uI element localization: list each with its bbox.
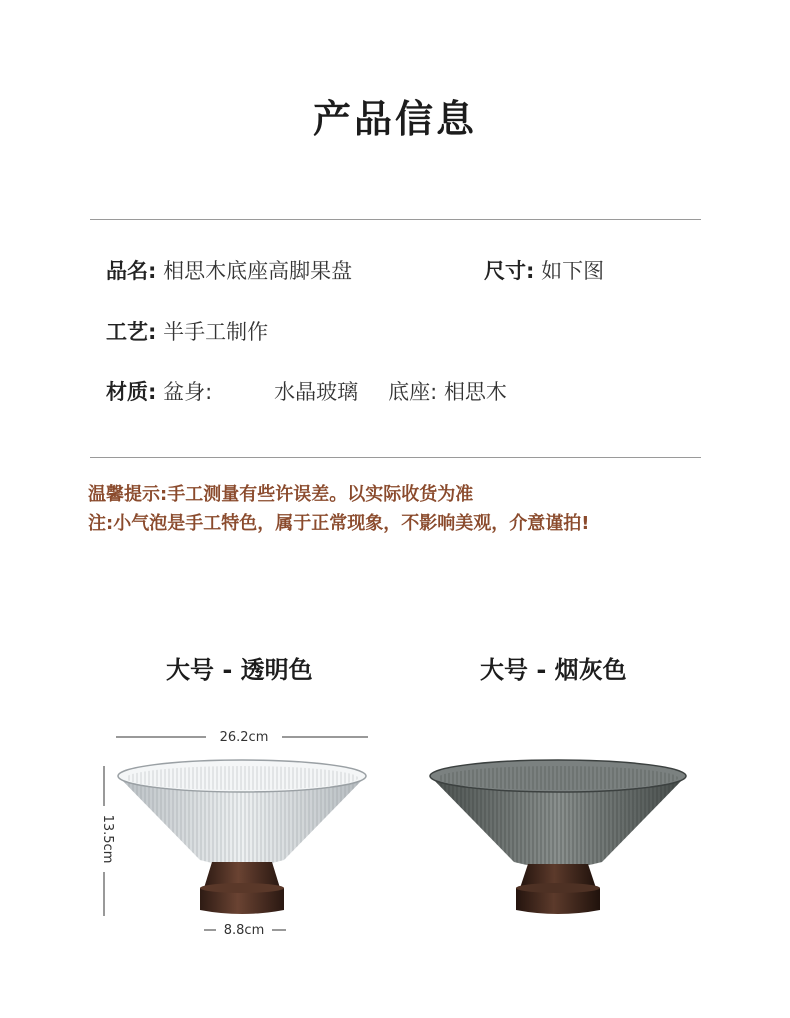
page-title: 产品信息: [312, 97, 477, 141]
material-bowl-value: 水晶玻璃: [274, 380, 359, 404]
product-name-value: 相思木底座高脚果盘: [163, 259, 353, 283]
craft-label: 工艺:: [106, 320, 157, 344]
divider-bottom: [90, 457, 701, 458]
size-label: 尺寸:: [484, 259, 535, 283]
craft-value: 半手工制作: [163, 320, 269, 344]
notice-bubbles: 注:小气泡是手工特色，属于正常现象，不影响美观，介意谨拍!: [88, 513, 590, 534]
divider-top: [90, 219, 701, 220]
craft-row: [106, 318, 268, 346]
material-bowl-label: 盆身:: [163, 380, 213, 404]
material-base-label: 底座:: [388, 380, 438, 404]
variant-title-clear: 大号 - 透明色: [166, 656, 313, 684]
clear-bowl-image: [112, 752, 372, 920]
size-value: 如下图: [541, 259, 605, 283]
product-name-label: 品名:: [106, 259, 157, 283]
variant-title-smoke: 大号 - 烟灰色: [480, 656, 627, 684]
material-row: [106, 378, 507, 406]
height-dimension-label: 13.5cm: [100, 814, 115, 864]
base-dimension-label: 8.8cm: [223, 923, 265, 938]
material-label: 材质:: [106, 380, 157, 404]
notice-measurement: 温馨提示:手工测量有些许误差。以实际收货为准: [88, 484, 474, 505]
smoke-bowl-image: [424, 752, 692, 920]
width-dimension-label: 26.2cm: [219, 730, 269, 745]
material-base-value: 相思木: [443, 380, 507, 404]
size-row: [484, 257, 604, 285]
product-name-row: [106, 257, 352, 285]
